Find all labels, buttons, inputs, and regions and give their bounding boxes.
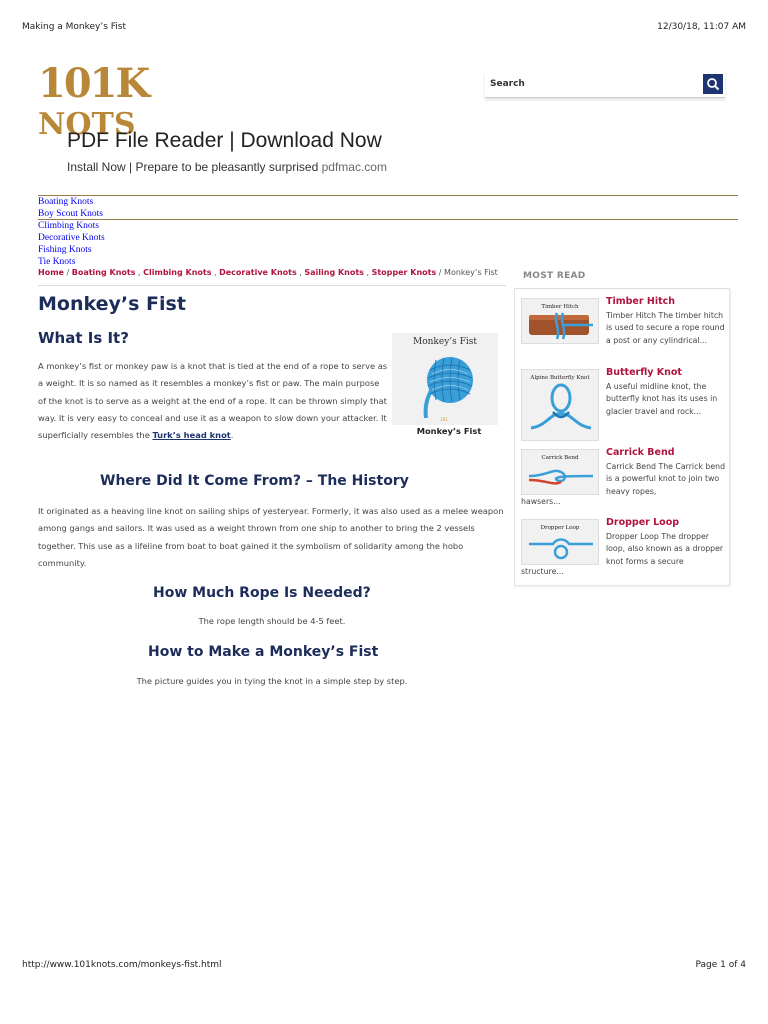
figure-watermark: 101 (440, 417, 448, 422)
thumbnail-label: Alpine Butterfly Knot (530, 375, 590, 381)
most-read-heading: MOST READ (523, 271, 586, 281)
what-heading: What Is It? (38, 329, 129, 347)
search-bar (485, 72, 725, 98)
thumbnail-label: Dropper Loop (540, 525, 580, 531)
logo-number: 101 (38, 60, 116, 107)
card-description: Timber Hitch The timber hitch is used to secure a rope round a post or any cylindrical... (606, 311, 725, 345)
timber-hitch-illustration (527, 311, 595, 341)
search-input[interactable] (490, 75, 690, 93)
rope-paragraph: The rope length should be 4-5 feet. (198, 616, 346, 626)
most-read-panel (514, 288, 730, 586)
rope-heading: How Much Rope Is Needed? (153, 585, 371, 601)
nav-divider-bottom (38, 219, 738, 220)
most-read-card-dropper-loop[interactable] (521, 517, 725, 581)
make-heading: How to Make a Monkey’s Fist (148, 644, 379, 660)
card-thumbnail[interactable] (521, 369, 599, 441)
what-text-end: . (230, 430, 234, 441)
breadcrumb-current: Monkey’s Fist (444, 268, 498, 277)
nav-link-boy-scout[interactable]: Boy Scout Knots (38, 209, 103, 219)
thumbnail-label: Timber Hitch (541, 304, 579, 310)
breadcrumb-home[interactable]: Home (38, 268, 64, 277)
breadcrumb-link[interactable]: Sailing Knots (304, 268, 364, 277)
nav-link-boating[interactable]: Boating Knots (38, 197, 94, 207)
card-description: Carrick Bend The Carrick bend is a powerful knot to join two heavy ropes, (606, 462, 726, 496)
print-datetime: 12/30/18, 11:07 AM (657, 22, 746, 32)
monkeys-fist-knot-illustration (420, 352, 476, 418)
most-read-card-timber-hitch[interactable] (521, 296, 725, 360)
carrick-bend-illustration (527, 462, 595, 492)
breadcrumb: Home / Boating Knots , Climbing Knots , Decorative Knots , Sailing Knots , Stopper Knots / Monkey’s Fist (38, 268, 498, 277)
search-button[interactable] (703, 74, 723, 94)
dropper-loop-illustration (527, 532, 595, 562)
history-heading: Where Did It Come From? – The History (100, 473, 409, 489)
print-footer (22, 960, 746, 972)
card-description-more: structure... (521, 567, 564, 576)
card-description: A useful midline knot, the butterfly knot has its uses in glacier travel and rock... (606, 382, 718, 416)
print-url: http://www.101knots.com/monkeys-fist.html (22, 960, 222, 970)
print-title: Making a Monkey’s Fist (22, 22, 127, 32)
nav-divider-top (38, 195, 738, 196)
card-thumbnail[interactable] (521, 449, 599, 495)
card-description-more: hawsers... (521, 497, 561, 506)
print-header (22, 22, 746, 34)
nav-link-decorative[interactable]: Decorative Knots (38, 233, 105, 243)
site-logo[interactable] (38, 60, 203, 142)
most-read-card-butterfly-knot[interactable] (521, 367, 725, 441)
category-nav (38, 196, 105, 268)
card-title[interactable]: Timber Hitch (606, 296, 676, 307)
card-title[interactable]: Dropper Loop (606, 517, 680, 528)
page-title: Monkey’s Fist (38, 293, 186, 315)
ad-subtitle-text: Install Now | Prepare to be pleasantly surprised (67, 160, 319, 174)
ad-subtitle (67, 160, 387, 174)
what-paragraph (38, 358, 388, 444)
ad-title[interactable]: PDF File Reader | Download Now (67, 129, 382, 152)
logo-k: K (115, 60, 151, 107)
nav-link-tie[interactable]: Tie Knots (38, 257, 76, 267)
nav-link-fishing[interactable]: Fishing Knots (38, 245, 92, 255)
breadcrumb-divider (38, 285, 506, 286)
card-title[interactable]: Butterfly Knot (606, 367, 682, 378)
make-paragraph: The picture guides you in tying the knot in a simple step by step. (136, 676, 408, 686)
turks-head-link[interactable]: Turk’s head knot (152, 430, 231, 441)
history-paragraph: It originated as a heaving line knot on sailing ships of yesteryear. Formerly, it was also used as a melee weapon among gangs and sailors. It was used as a weight thrown from one ship to another to bring the 2 vessels together. This use as a lifeline from boat to boat gained it the symbolism of solidarity among the hobo community. (38, 506, 504, 568)
logo-rest: NOTS (38, 107, 136, 142)
figure-caption: Monkey’s Fist (416, 426, 482, 436)
print-page-number: Page 1 of 4 (695, 960, 746, 970)
butterfly-knot-illustration (527, 382, 595, 438)
thumbnail-label: Carrick Bend (541, 455, 579, 461)
breadcrumb-link[interactable]: Decorative Knots (219, 268, 297, 277)
breadcrumb-link[interactable]: Stopper Knots (371, 268, 437, 277)
breadcrumb-link[interactable]: Boating Knots (71, 268, 136, 277)
most-read-card-carrick-bend[interactable] (521, 447, 725, 509)
what-text: A monkey’s fist or monkey paw is a knot that is tied at the end of a rope to serve as a weight. It is so named as it resembles a monkey’s fist or paw. The main purpose of the knot is to serve as a weight at the end of a rope. It can be thrown simply that way. It is very easy to conceal and use it as a weapon to slow down your attacker. It superficially resembles the (38, 361, 388, 441)
monkeys-fist-image (392, 333, 498, 425)
ad-domain[interactable]: pdfmac.com (321, 160, 387, 174)
nav-link-climbing[interactable]: Climbing Knots (38, 221, 99, 231)
card-description: Dropper Loop The dropper loop, also known as a dropper knot forms a secure (606, 532, 724, 566)
figure-title: Monkey’s Fist (413, 337, 477, 347)
breadcrumb-link[interactable]: Climbing Knots (143, 268, 212, 277)
card-title[interactable]: Carrick Bend (606, 447, 675, 458)
card-thumbnail[interactable] (521, 298, 599, 344)
card-thumbnail[interactable] (521, 519, 599, 565)
search-icon (706, 77, 720, 91)
